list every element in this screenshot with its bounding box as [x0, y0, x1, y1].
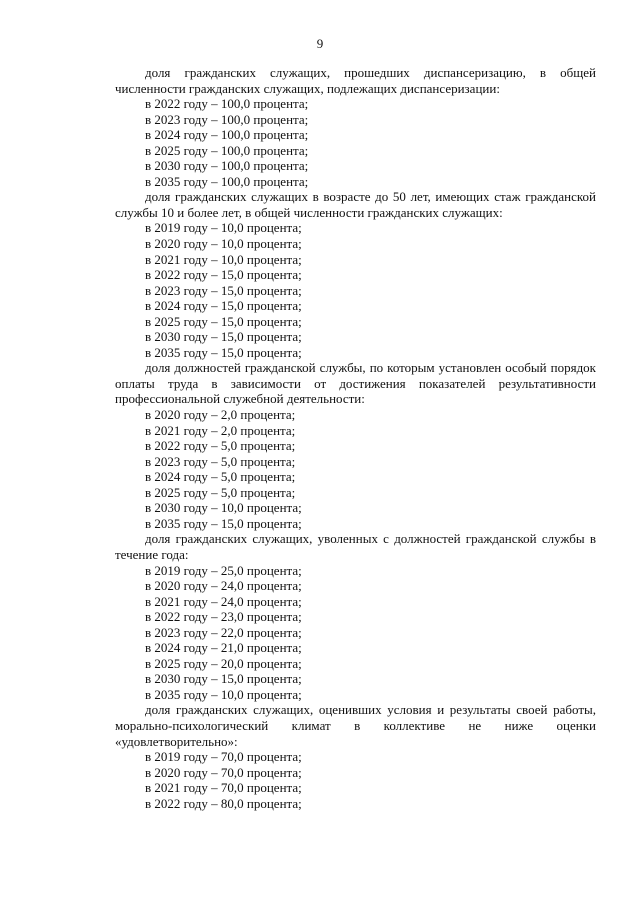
list-item: в 2020 году – 2,0 процента; [145, 407, 296, 423]
list-item: в 2020 году – 24,0 процента; [145, 578, 302, 594]
list-item: в 2030 году – 100,0 процента; [145, 158, 309, 174]
list-item: в 2035 году – 15,0 процента; [145, 344, 302, 360]
list-item: в 2022 году – 15,0 процента; [145, 267, 302, 283]
document-body [115, 65, 596, 811]
section-intro: доля гражданских служащих, прошедших диспансеризацию, в общей численности гражданских служащих, подлежащих диспансеризации: [115, 65, 596, 96]
list-item: в 2030 году – 15,0 процента; [145, 329, 302, 345]
list-item: в 2035 году – 15,0 процента; [145, 515, 302, 531]
list-item: в 2030 году – 10,0 процента; [145, 500, 302, 516]
list-item: в 2035 году – 100,0 процента; [145, 173, 309, 189]
list-item: в 2021 году – 24,0 процента; [145, 593, 302, 609]
list-item: в 2024 году – 5,0 процента; [145, 469, 296, 485]
list-item: в 2022 году – 23,0 процента; [145, 609, 302, 625]
section-intro: доля гражданских служащих, уволенных с должностей гражданской службы в течение года: [115, 531, 596, 562]
list-item: в 2030 году – 15,0 процента; [145, 671, 302, 687]
list-item: в 2025 году – 15,0 процента; [145, 313, 302, 329]
section-intro: доля гражданских служащих, оценивших условия и результаты своей работы, морально-психологический климат в коллективе не ниже оценки «удовлетворительно»: [115, 702, 596, 749]
list-item: в 2023 году – 22,0 процента; [145, 624, 302, 640]
list-item: в 2019 году – 10,0 процента; [145, 220, 302, 236]
list-item: в 2021 году – 70,0 процента; [145, 780, 302, 796]
section-intro: доля должностей гражданской службы, по которым установлен особый порядок оплаты труда в зависимости от достижения показателей результативности профессиональной служебной деятельности: [115, 360, 596, 407]
section-intro: доля гражданских служащих в возрасте до 50 лет, имеющих стаж гражданской службы 10 и более лет, в общей численности гражданских служащих: [115, 189, 596, 220]
list-item: в 2019 году – 25,0 процента; [145, 562, 302, 578]
list-item: в 2024 году – 15,0 процента; [145, 298, 302, 314]
list-item: в 2023 году – 5,0 процента; [145, 453, 296, 469]
list-item: в 2022 году – 5,0 процента; [145, 438, 296, 454]
list-item: в 2022 году – 80,0 процента; [145, 795, 302, 811]
list-item: в 2024 году – 21,0 процента; [145, 640, 302, 656]
list-item: в 2020 году – 70,0 процента; [145, 764, 302, 780]
list-item: в 2023 году – 15,0 процента; [145, 282, 302, 298]
list-item: в 2019 году – 70,0 процента; [145, 749, 302, 765]
list-item: в 2021 году – 2,0 процента; [145, 422, 296, 438]
list-item: в 2025 году – 20,0 процента; [145, 655, 302, 671]
list-item: в 2024 году – 100,0 процента; [145, 127, 309, 143]
list-item: в 2023 году – 100,0 процента; [145, 111, 309, 127]
list-item: в 2022 году – 100,0 процента; [145, 96, 309, 112]
list-item: в 2021 году – 10,0 процента; [145, 251, 302, 267]
list-item: в 2025 году – 100,0 процента; [145, 142, 309, 158]
page-number: 9 [316, 36, 324, 51]
list-item: в 2020 году – 10,0 процента; [145, 236, 302, 252]
list-item: в 2035 году – 10,0 процента; [145, 686, 302, 702]
list-item: в 2025 году – 5,0 процента; [145, 484, 296, 500]
